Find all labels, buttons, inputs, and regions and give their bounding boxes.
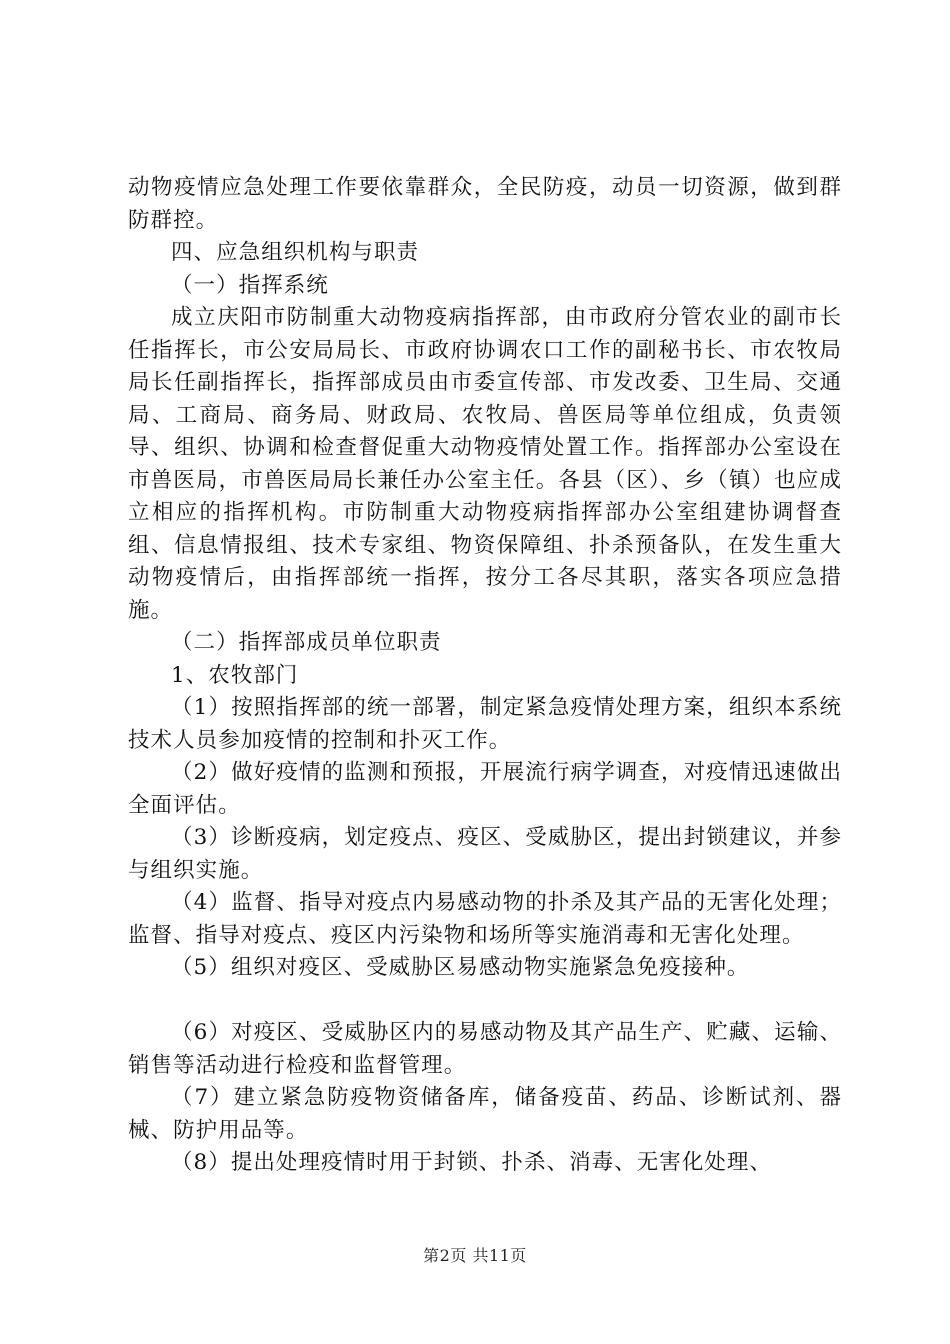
document-body [128, 172, 842, 1180]
list-item-3: （3）诊断疫病，划定疫点、疫区、受威胁区，提出封锁建议，并参与组织实施。 [128, 825, 842, 883]
list-item-2: （2）做好疫情的监测和预报，开展流行病学调查，对疫情迅速做出全面评估。 [128, 760, 842, 818]
list-item-1: （1）按照指挥部的统一部署，制定紧急疫情处理方案，组织本系统技术人员参加疫情的控制和扑灭工作。 [128, 695, 842, 753]
list-item-4: （4）监督、指导对疫点内易感动物的扑杀及其产品的无害化处理；监督、指导对疫点、疫区内污染物和场所等实施消毒和无害化处理。 [128, 890, 842, 948]
subsection-heading-member-duties: （二）指挥部成员单位职责 [171, 630, 442, 655]
list-item-8: （8）提出处理疫情时用于封锁、扑杀、消毒、无害化处理、 [171, 1150, 773, 1175]
blank-line [128, 985, 842, 1018]
item-heading-agriculture-dept: 1、农牧部门 [171, 662, 299, 688]
subsection-heading-command-system: （一）指挥系统 [171, 272, 329, 298]
paragraph-intro-continuation: 动物疫情应急处理工作要依靠群众，全民防疫，动员一切资源，做到群防群控。 [128, 175, 842, 233]
list-item-7: （7）建立紧急防疫物资储备库，储备疫苗、药品、诊断试剂、器械、防护用品等。 [128, 1085, 842, 1143]
list-item-6: （6）对疫区、受威胁区内的易感动物及其产品生产、贮藏、运输、销售等活动进行检疫和监督管理。 [128, 1020, 842, 1078]
paragraph-command-system: 成立庆阳市防制重大动物疫病指挥部，由市政府分管农业的副市长任指挥长，市公安局局长、市政府协调农口工作的副秘书长、市农牧局局长任副指挥长，指挥部成员由市委宣传部、市发改委、卫生局、交通局、工商局、商务局、财政局、农牧局、兽医局等单位组成，负责领导、组织、协调和检查督促重大动物疫情处置工作。指挥部办公室设在市兽医局，市兽医局局长兼任办公室主任。各县（区）、乡（镇）也应成立相应的指挥机构。市防制重大动物疫病指挥部办公室组建协调督查组、信息情报组、技术专家组、物资保障组、扑杀预备队，在发生重大动物疫情后，由指挥部统一指挥，按分工各尽其职，落实各项应急措施。 [128, 305, 842, 623]
section-heading-4: 四、应急组织机构与职责 [171, 240, 420, 265]
list-item-5: （5）组织对疫区、受威胁区易感动物实施紧急免疫接种。 [171, 955, 750, 980]
page-number-footer: 第2页 共11页 [423, 1246, 527, 1265]
